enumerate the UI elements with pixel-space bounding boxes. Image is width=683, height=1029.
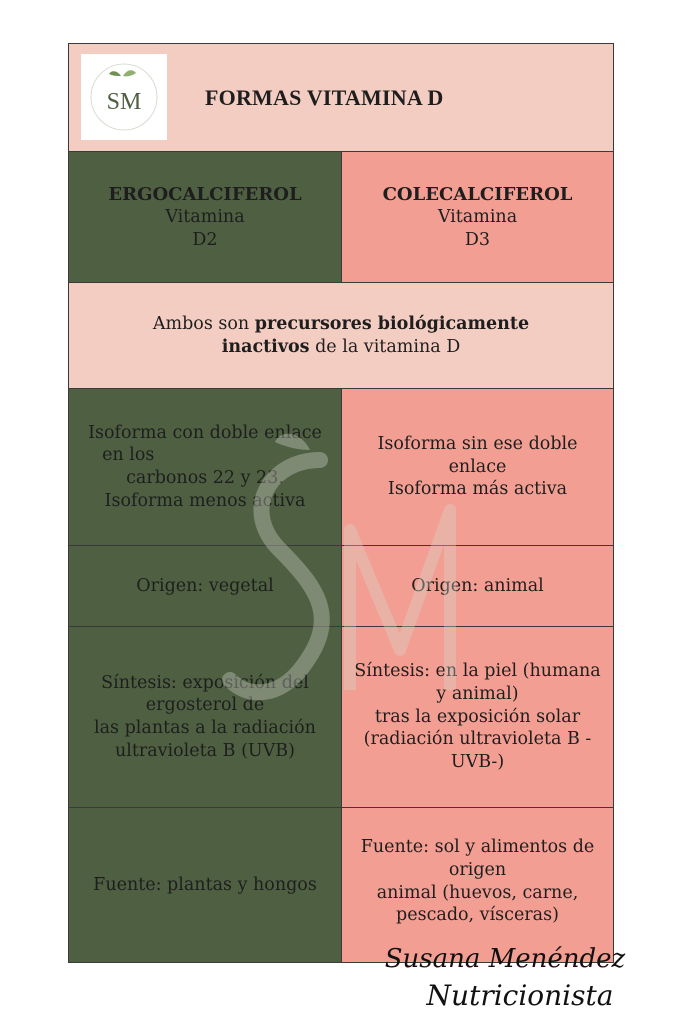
header-row: [69, 44, 613, 151]
shared-cell: [69, 283, 613, 388]
signature-role: Nutricionista: [426, 979, 614, 1012]
colecalciferol-line1: Vitamina: [437, 206, 518, 227]
list-item: ergosterol de: [145, 695, 265, 716]
synthesis-d2-cell: [69, 627, 342, 807]
shared-text-part1: Ambos son: [152, 313, 255, 334]
list-item: Fuente: sol y alimentos de: [360, 837, 595, 857]
list-item: Fuente: plantas y hongos: [93, 874, 317, 895]
list-item: Origen: vegetal: [136, 575, 274, 596]
list-item: Isoforma más activa: [387, 479, 568, 500]
page-title: FORMAS VITAMINA D: [205, 84, 444, 110]
isoform-d3-cell: [342, 389, 613, 545]
colecalciferol-head: [342, 152, 613, 282]
list-item: UVB-): [450, 752, 505, 773]
origin-d3-cell: [342, 546, 613, 626]
list-item: Isoforma menos activa: [104, 490, 306, 511]
list-item: carbonos 22 y 23.: [126, 468, 284, 488]
shared-row: [69, 282, 613, 388]
list-item: (radiación ultravioleta B -: [363, 729, 592, 750]
list-item: origen: [448, 859, 507, 880]
list-item: las plantas a la radiación: [94, 718, 316, 738]
list-item: Isoforma con doble enlace: [88, 422, 322, 443]
shared-bold2: inactivos: [221, 336, 310, 357]
logo-initials: SM: [106, 89, 142, 115]
list-item: Origen: animal: [411, 575, 544, 596]
column-head-row: [69, 151, 613, 282]
shared-bold1: precursores biológicamente: [254, 313, 530, 334]
origin-d2-cell: [69, 546, 342, 626]
ergocalciferol-head: [69, 152, 342, 282]
signature: [350, 935, 670, 1025]
table-row-synthesis: [69, 626, 613, 807]
list-item: pescado, vísceras): [396, 905, 559, 926]
table-row-origin: [69, 545, 613, 626]
list-item: Síntesis: exposición del: [101, 672, 309, 693]
list-item: en los: [102, 445, 155, 466]
ergocalciferol-line2: D2: [192, 229, 218, 250]
colecalciferol-name: COLECALCIFEROL: [382, 183, 573, 205]
list-item: animal (huevos, carne,: [376, 882, 579, 903]
list-item: Síntesis: en la piel (humana: [354, 661, 601, 682]
source-d2-cell: [69, 808, 342, 962]
shared-text-part2: de la vitamina D: [309, 336, 461, 357]
table-row-isoform: [69, 388, 613, 545]
list-item: Isoforma sin ese doble: [377, 433, 578, 454]
colecalciferol-line2: D3: [464, 229, 491, 250]
isoform-d2-cell: [69, 389, 342, 545]
list-item: y animal): [436, 683, 519, 704]
brand-logo: [81, 54, 167, 140]
synthesis-d3-cell: [342, 627, 613, 807]
vitamin-d-table: [68, 43, 614, 963]
list-item: enlace: [448, 456, 507, 477]
signature-name: Susana Menéndez: [384, 944, 626, 974]
ergocalciferol-line1: Vitamina: [165, 206, 245, 227]
ergocalciferol-name: ERGOCALCIFEROL: [108, 183, 302, 205]
list-item: ultravioleta B (UVB): [114, 740, 295, 761]
list-item: tras la exposición solar: [374, 706, 581, 727]
